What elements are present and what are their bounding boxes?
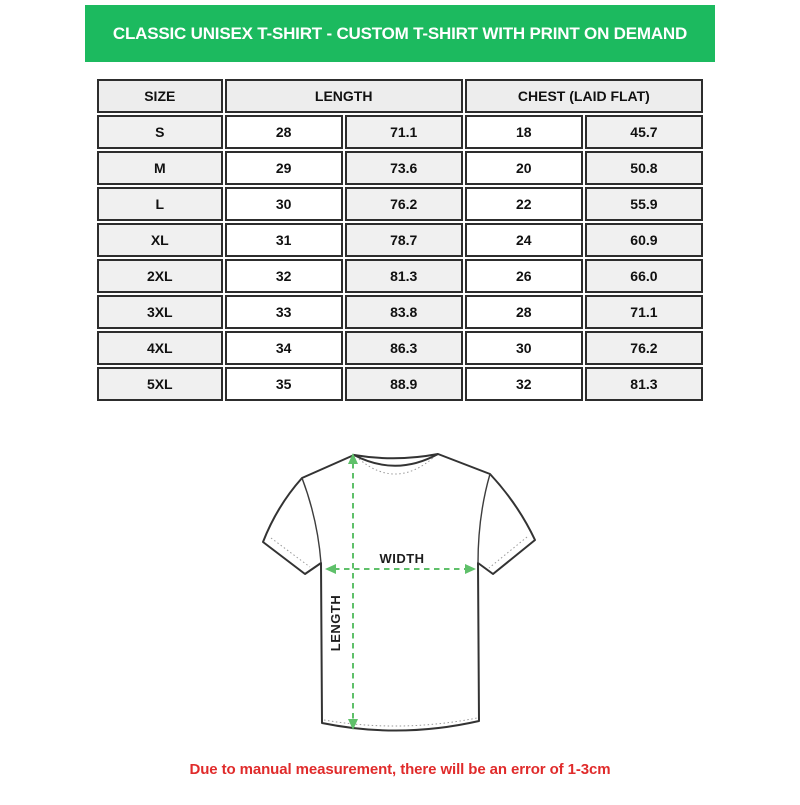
table-row — [97, 151, 703, 185]
chest-in-cell: 30 — [465, 331, 583, 365]
chest-in-cell: 18 — [465, 115, 583, 149]
size-cell: 3XL — [97, 295, 223, 329]
measurement-disclaimer: Due to manual measurement, there will be an error of 1-3cm — [189, 761, 611, 778]
column-header-size: SIZE — [97, 79, 223, 113]
page — [85, 5, 715, 778]
tshirt-diagram-svg — [250, 449, 550, 749]
length-in-cell: 30 — [225, 187, 343, 221]
width-label: WIDTH — [379, 551, 425, 566]
size-chart-table — [95, 77, 705, 403]
tshirt-measurement-diagram — [250, 449, 550, 749]
banner — [85, 5, 715, 62]
table-row — [97, 259, 703, 293]
size-cell: 2XL — [97, 259, 223, 293]
chest-in-cell: 26 — [465, 259, 583, 293]
chest-cm-cell: 60.9 — [585, 223, 703, 257]
chest-in-cell: 22 — [465, 187, 583, 221]
column-header-length: LENGTH — [225, 79, 463, 113]
table-row — [97, 115, 703, 149]
chest-cm-cell: 45.7 — [585, 115, 703, 149]
length-cm-cell: 73.6 — [345, 151, 463, 185]
length-cm-cell: 76.2 — [345, 187, 463, 221]
table-row — [97, 223, 703, 257]
length-cm-cell: 71.1 — [345, 115, 463, 149]
table-row — [97, 367, 703, 401]
chest-cm-cell: 76.2 — [585, 331, 703, 365]
chest-in-cell: 28 — [465, 295, 583, 329]
size-cell: 4XL — [97, 331, 223, 365]
size-cell: L — [97, 187, 223, 221]
length-in-cell: 28 — [225, 115, 343, 149]
length-in-cell: 35 — [225, 367, 343, 401]
table-row — [97, 187, 703, 221]
length-cm-cell: 86.3 — [345, 331, 463, 365]
size-cell: M — [97, 151, 223, 185]
chest-cm-cell: 71.1 — [585, 295, 703, 329]
size-cell: 5XL — [97, 367, 223, 401]
length-label: LENGTH — [328, 594, 343, 652]
chest-in-cell: 24 — [465, 223, 583, 257]
chest-cm-cell: 55.9 — [585, 187, 703, 221]
chest-cm-cell: 66.0 — [585, 259, 703, 293]
length-in-cell: 29 — [225, 151, 343, 185]
length-in-cell: 32 — [225, 259, 343, 293]
length-in-cell: 34 — [225, 331, 343, 365]
table-row — [97, 295, 703, 329]
size-cell: S — [97, 115, 223, 149]
banner-title: CLASSIC UNISEX T-SHIRT - CUSTOM T-SHIRT WITH PRINT ON DEMAND — [112, 23, 688, 43]
table-header-row — [97, 79, 703, 113]
length-cm-cell: 83.8 — [345, 295, 463, 329]
length-in-cell: 31 — [225, 223, 343, 257]
chest-in-cell: 32 — [465, 367, 583, 401]
tshirt-outline — [263, 454, 535, 731]
size-cell: XL — [97, 223, 223, 257]
chest-in-cell: 20 — [465, 151, 583, 185]
length-cm-cell: 88.9 — [345, 367, 463, 401]
column-header-chest: CHEST (LAID FLAT) — [465, 79, 703, 113]
length-in-cell: 33 — [225, 295, 343, 329]
table-row — [97, 331, 703, 365]
chest-cm-cell: 50.8 — [585, 151, 703, 185]
chest-cm-cell: 81.3 — [585, 367, 703, 401]
length-cm-cell: 81.3 — [345, 259, 463, 293]
length-cm-cell: 78.7 — [345, 223, 463, 257]
